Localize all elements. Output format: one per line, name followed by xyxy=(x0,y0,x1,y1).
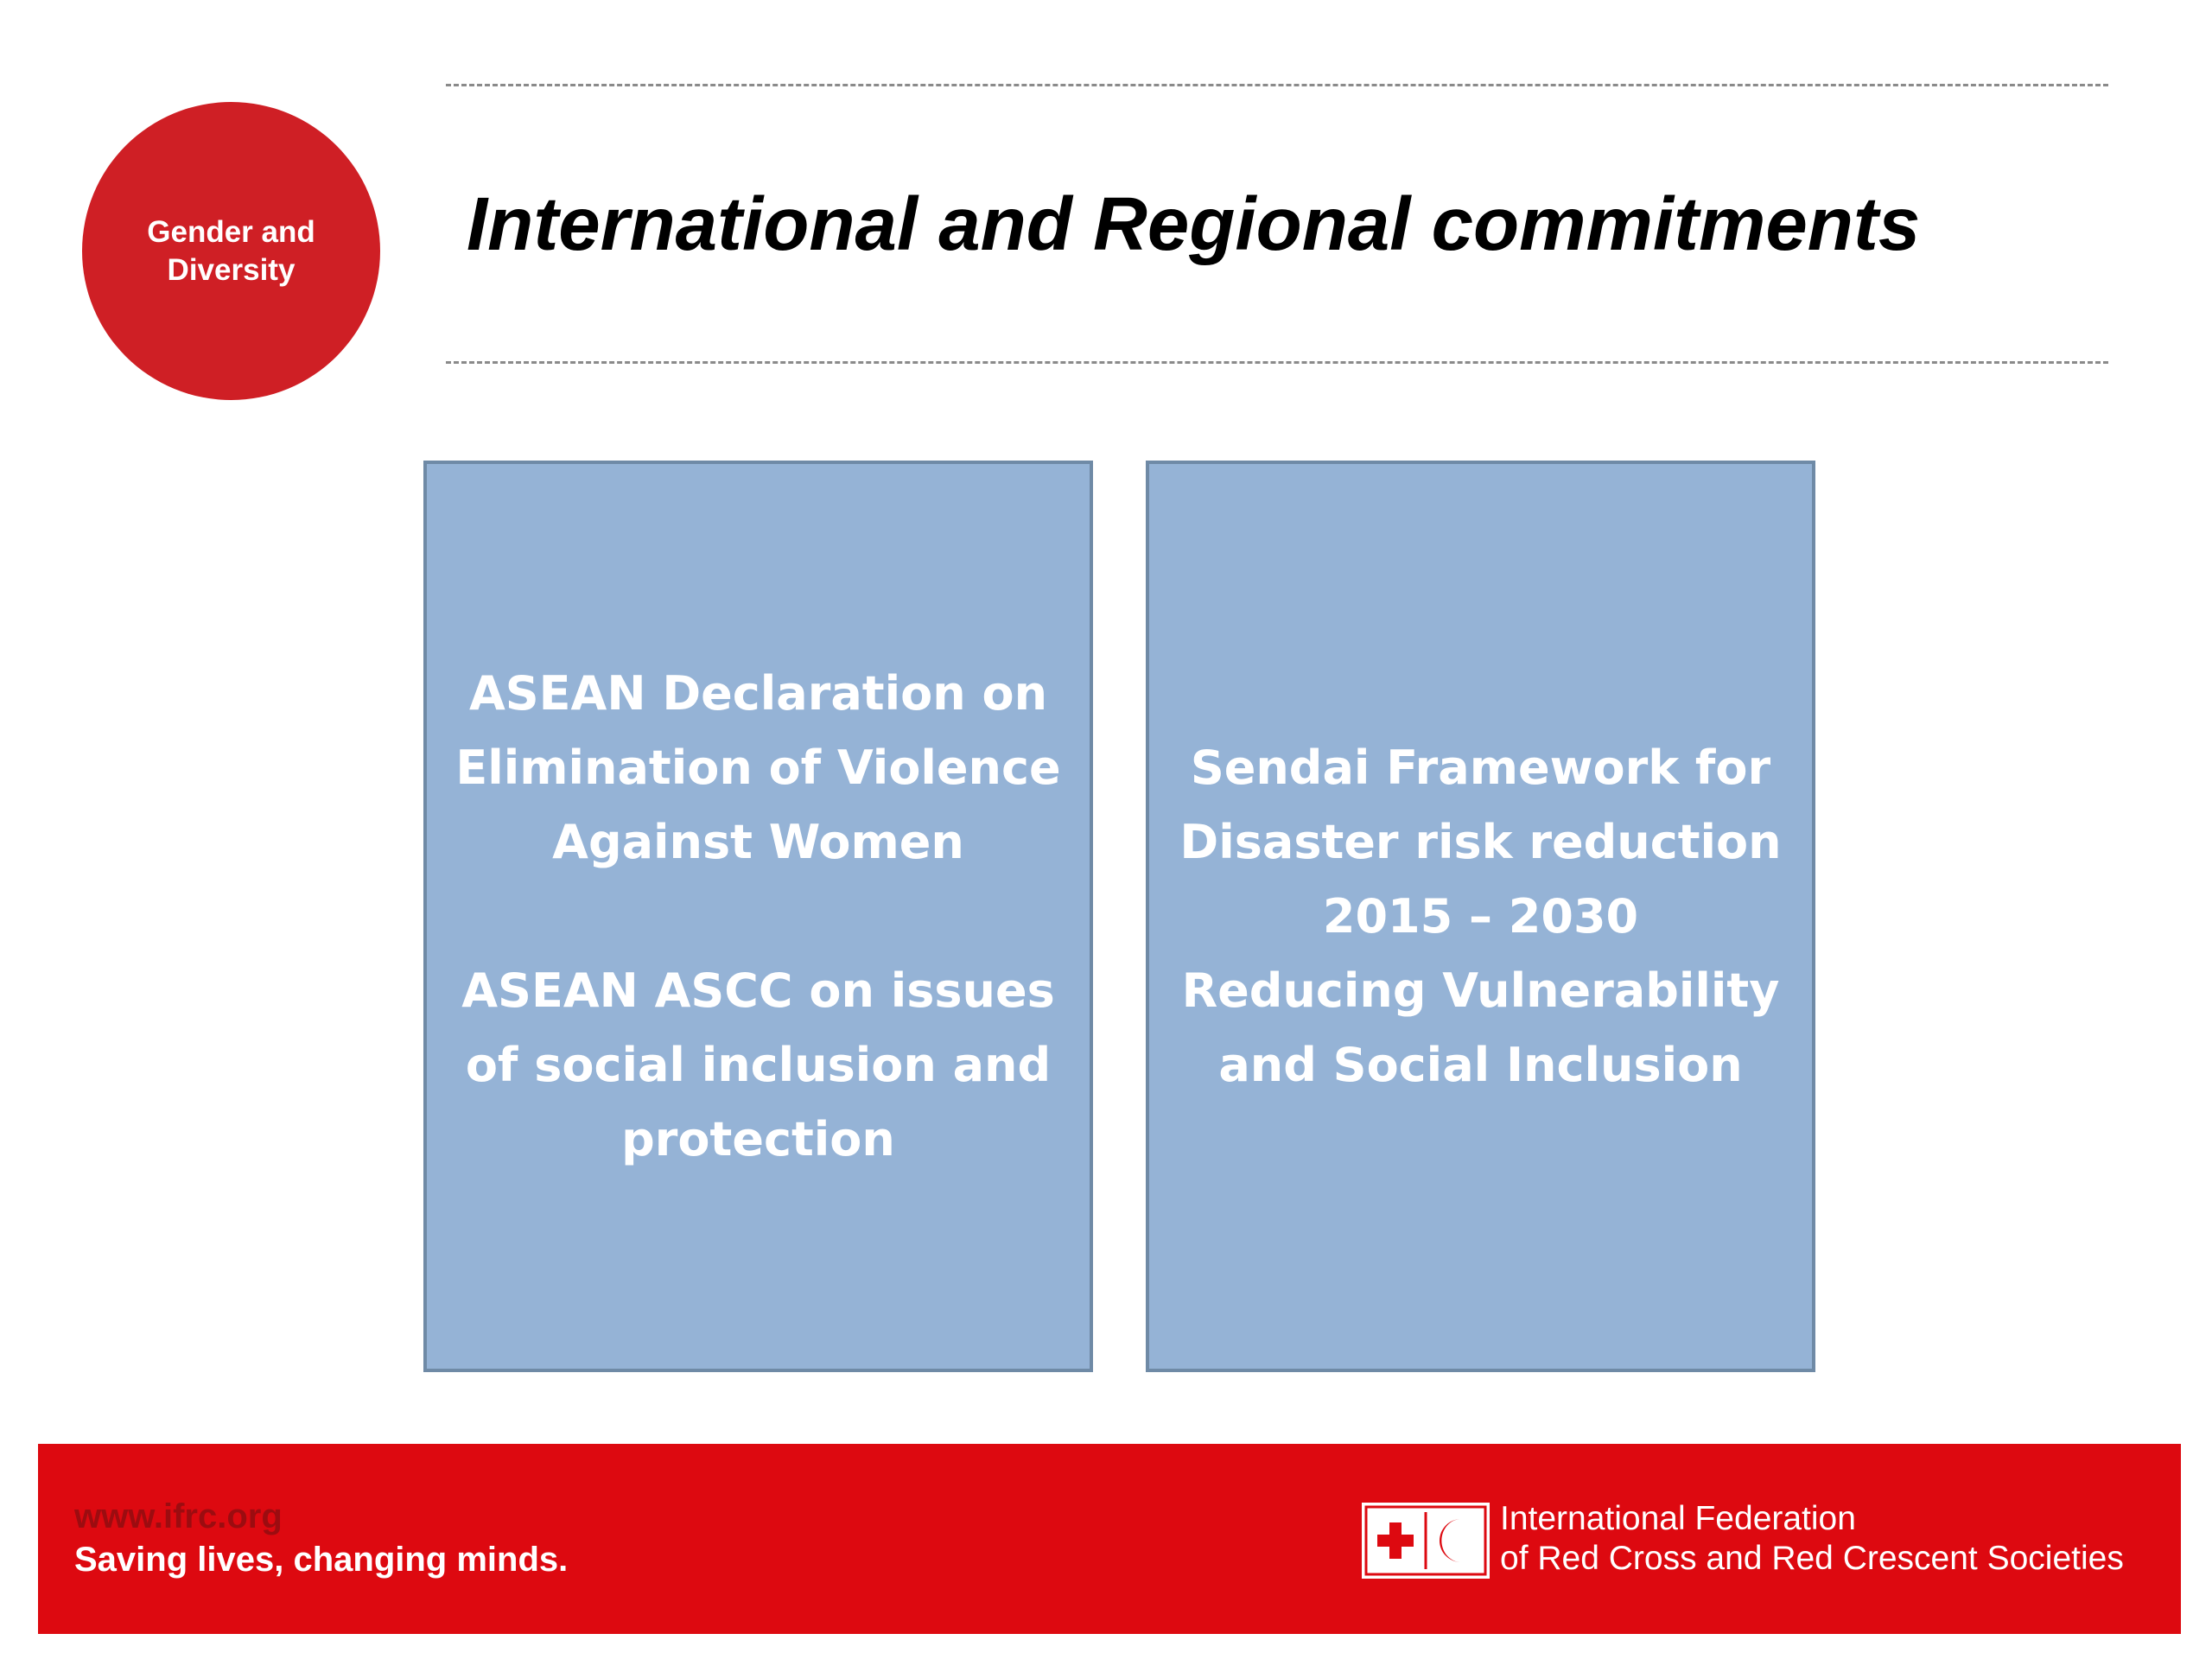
footer-banner xyxy=(38,1444,2181,1634)
topic-badge-label: Gender and Diversity xyxy=(147,214,315,287)
asean-declaration-text: ASEAN Declaration on Elimination of Violence Against Women xyxy=(455,665,1061,869)
sendai-framework-text: Sendai Framework for Disaster risk reduction 2015 – 2030 Reducing Vulnerability and Social Inclusion xyxy=(1179,740,1782,1092)
red-cross-red-crescent-emblem-icon xyxy=(1362,1503,1490,1579)
emblem-graphic xyxy=(1364,1505,1487,1576)
bottom-dashed-divider xyxy=(446,361,2108,364)
top-dashed-divider xyxy=(446,84,2108,86)
commitment-box-sendai xyxy=(1146,461,1815,1372)
commitment-box-asean xyxy=(423,461,1093,1372)
footer-url[interactable]: www.ifrc.org xyxy=(74,1497,283,1535)
slide-title: International and Regional commitments xyxy=(467,182,1921,266)
topic-badge xyxy=(82,102,380,400)
asean-ascc-text: ASEAN ASCC on issues of social inclusion and protection xyxy=(461,963,1055,1166)
org-name-line2: of Red Cross and Red Crescent Societies xyxy=(1500,1540,2124,1577)
org-name-line1: International Federation xyxy=(1500,1500,1856,1537)
footer-tagline: Saving lives, changing minds. xyxy=(74,1541,569,1579)
